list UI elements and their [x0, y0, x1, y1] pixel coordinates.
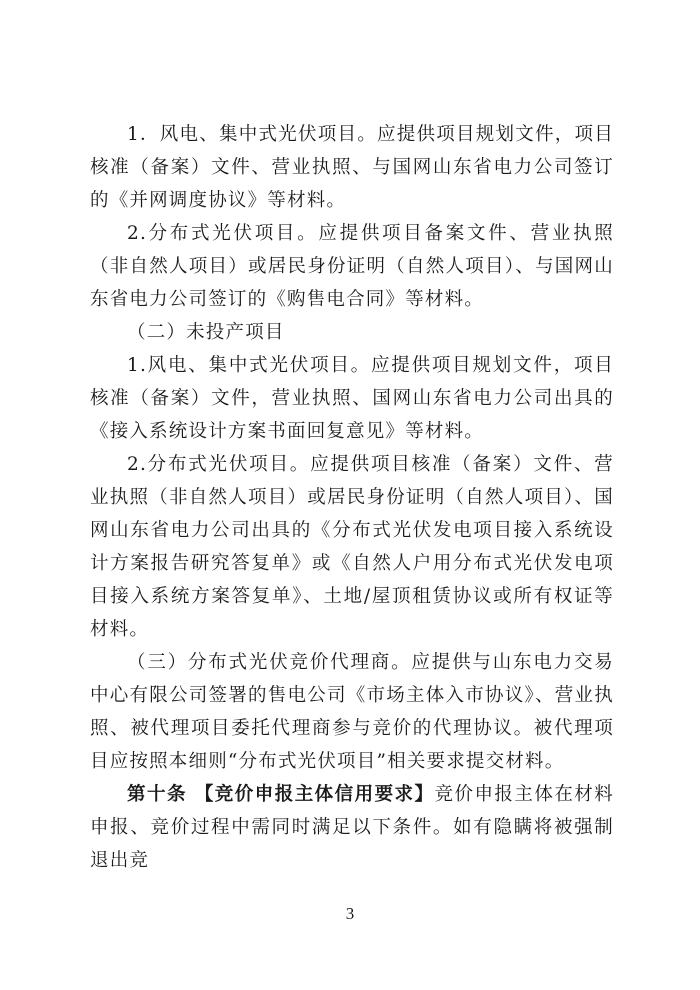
article-ten-title: 第十条 【竞价申报主体信用要求】: [127, 784, 435, 805]
paragraph-existing-wind-solar: 1．风电、集中式光伏项目。应提供项目规划文件，项目核准（备案）文件、营业执照、与国网山东省电力公司签订的《并网调度协议》等材料。: [90, 124, 614, 211]
document-body: [90, 118, 614, 877]
paragraph-existing-distributed-pv: 2.分布式光伏项目。应提供项目备案文件、营业执照（非自然人项目）或居民身份证明（自然人项目）、与国网山东省电力公司签订的《购售电合同》等材料。: [90, 223, 614, 310]
paragraph-new-wind-solar: 1.风电、集中式光伏项目。应提供项目规划文件，项目核准（备案）文件，营业执照、国网山东省电力公司出具的《接入系统设计方案书面回复意见》等材料。: [90, 355, 614, 442]
article-ten-text: 竞价申报主体在材料申报、竞价过程中需同时满足以下条件。如有隐瞒将被强制退出竞: [90, 784, 614, 871]
section-heading-not-in-operation: （二）未投产项目: [127, 322, 285, 343]
article-ten: [90, 778, 614, 877]
paragraph-new-distributed-pv: 2.分布式光伏项目。应提供项目核准（备案）文件、营业执照（非自然人项目）或居民身份证明（自然人项目）、国网山东省电力公司出具的《分布式光伏发电项目接入系统设计方案报告研究答复单》或《自然人户用分布式光伏发电项目接入系统方案答复单》、土地/屋顶租赁协议或所有权证等材料。: [90, 454, 614, 640]
page-number: 3: [345, 904, 355, 923]
paragraph-bidding-agent: （三）分布式光伏竞价代理商。应提供与山东电力交易中心有限公司签署的售电公司《市场主体入市协议》、营业执照、被代理项目委托代理商参与竞价的代理协议。被代理项目应按照本细则“分布式光伏项目”相关要求提交材料。: [90, 652, 614, 772]
